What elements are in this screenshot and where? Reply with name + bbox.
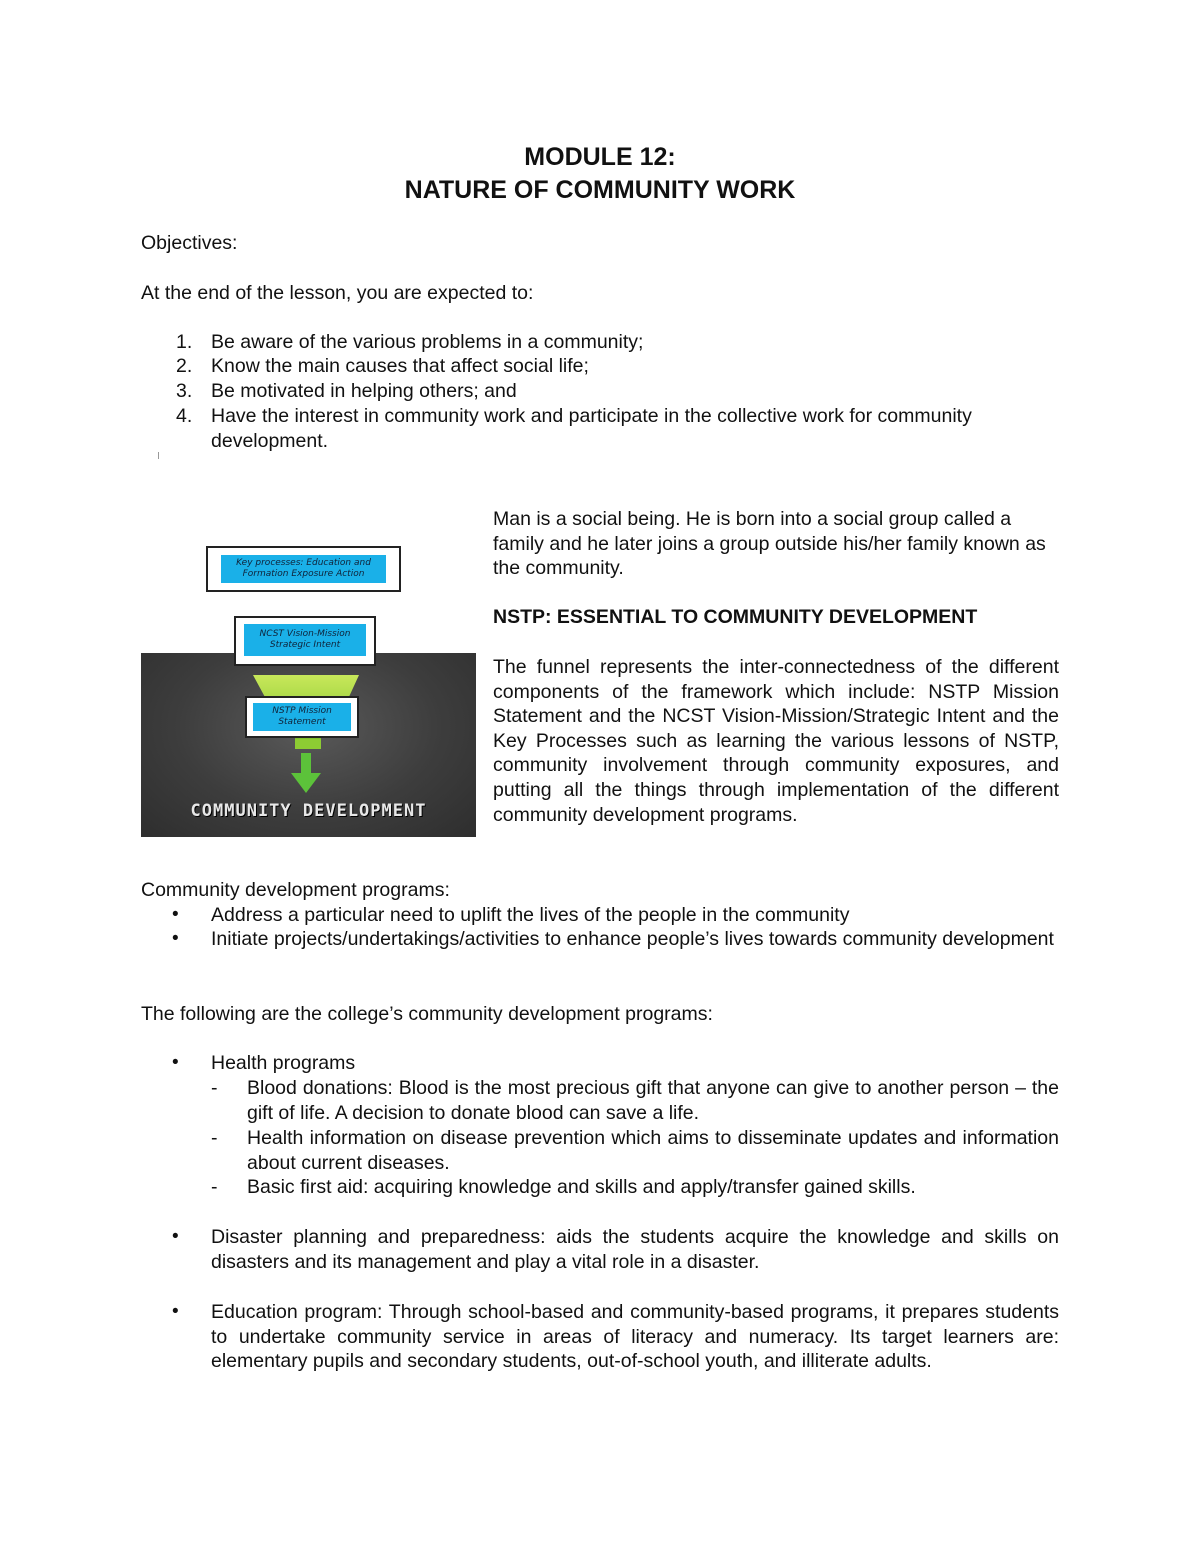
list-text: Be motivated in helping others; and: [211, 380, 517, 402]
vision-mission-box: [234, 616, 376, 666]
mission-statement-box: [245, 696, 359, 738]
dash-marker: -: [211, 1077, 218, 1099]
objectives-label: Objectives:: [141, 232, 238, 254]
list-text: Address a particular need to uplift the lives of the people in the community: [211, 904, 850, 926]
list-number: 1.: [176, 331, 193, 353]
section-heading: NSTP: ESSENTIAL TO COMMUNITY DEVELOPMENT: [493, 606, 978, 628]
intro-paragraph: Man is a social being. He is born into a social group called a family and he later joins a group outside his/her family known as the community.: [493, 508, 1046, 580]
key-processes-box: [206, 546, 401, 592]
list-number: 3.: [176, 380, 193, 402]
funnel-paragraph: The funnel represents the inter-connectedness of the different components of the framework which include: NSTP Mission Statement and the NCST Vision-Mission/Strategic Intent and the Key Processes such as learning the various lessons of NSTP, community involvement through community exposures, and putting all the things through implementation of the different community development programs.: [493, 656, 1059, 826]
bullet-icon: •: [172, 1226, 179, 1247]
down-arrow-icon: [291, 773, 321, 793]
sub-list-text: Health information on disease prevention which aims to disseminate updates and information about current diseases.: [247, 1127, 1059, 1174]
bullet-icon: •: [172, 1301, 179, 1322]
funnel-neck: [295, 739, 321, 749]
module-number: MODULE 12:: [524, 143, 676, 171]
dash-marker: -: [211, 1176, 218, 1198]
bullet-icon: •: [172, 1052, 179, 1073]
mission-statement-text: NSTP Mission Statement: [253, 703, 351, 731]
stray-mark: [158, 452, 159, 459]
dash-marker: -: [211, 1127, 218, 1149]
list-text: Education program: Through school-based and community-based programs, it prepares students to undertake community service in areas of literacy and numeracy. Its target learners are: elementary pupils and secondary students, out-of-school youth, and illiterate adults.: [211, 1301, 1059, 1373]
list-number: 2.: [176, 355, 193, 377]
list-text: Disaster planning and preparedness: aids the students acquire the knowledge and skills on disasters and its management and play a vital role in a disaster.: [211, 1226, 1059, 1273]
chalkboard-image: [141, 653, 476, 837]
list-text: Be aware of the various problems in a community;: [211, 331, 644, 353]
community-development-label: COMMUNITY DEVELOPMENT: [190, 801, 427, 821]
sub-list-text: Blood donations: Blood is the most precious gift that anyone can give to another person – the gift of life. A decision to donate blood can save a life.: [247, 1077, 1059, 1124]
list-text: Know the main causes that affect social life;: [211, 355, 589, 377]
page-title: NATURE OF COMMUNITY WORK: [404, 176, 796, 204]
list-text: Health programs: [211, 1052, 356, 1074]
objectives-intro: At the end of the lesson, you are expected to:: [141, 282, 534, 304]
bullet-icon: •: [172, 928, 179, 949]
programs-label: Community development programs:: [141, 879, 450, 901]
list-text: Initiate projects/undertakings/activities to enhance people’s lives towards community development: [211, 928, 1054, 950]
list-number: 4.: [176, 405, 193, 427]
college-programs-label: The following are the college’s community development programs:: [141, 1003, 713, 1025]
bullet-icon: •: [172, 904, 179, 925]
sub-list-text: Basic first aid: acquiring knowledge and skills and apply/transfer gained skills.: [247, 1176, 916, 1198]
list-text: Have the interest in community work and participate in the collective work for community development.: [211, 405, 972, 452]
vision-mission-text: NCST Vision-Mission Strategic Intent: [244, 624, 366, 656]
key-processes-text: Key processes: Education and Formation Exposure Action: [221, 555, 386, 583]
